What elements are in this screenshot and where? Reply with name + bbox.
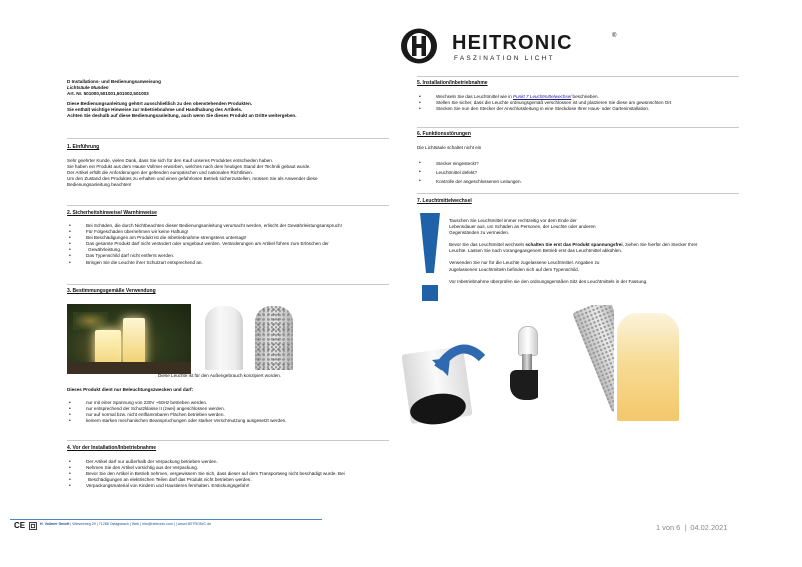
list-item: • nur auf normal bzw. nicht entflammbaren Flächen betrieben werden.	[67, 412, 389, 418]
paragraph-line: Tauschen Sie Leuchtmittel immer rechtzeitig vor dem Ende der	[449, 218, 577, 223]
brand-registered: ®	[612, 33, 617, 39]
list-item-text: Wechseln Sie das Leuchtmittel wie in	[436, 94, 512, 99]
list-item: • Leuchtmittel defekt?	[417, 168, 739, 177]
list-item: • Das Typenschild darf nicht entfernt werden.	[67, 253, 389, 259]
section-1-body	[67, 158, 389, 188]
white-lamp-photo	[203, 304, 246, 371]
list-item: • keinem starken mechanischen Beanspruchungen oder starker Verschmutzung ausgesetzt werden.	[67, 418, 389, 424]
footer-separator: |	[684, 523, 687, 532]
paragraph-text: , ziehen Sie hierfür den Stecker Ihrer	[622, 242, 698, 248]
doc-notice-2: Sie enthält wichtige Hinweise zur Inbetriebnahme und Handhabung des Artikels.	[67, 107, 243, 113]
footer-page-info	[656, 523, 727, 532]
stone-lamp-photo	[253, 304, 295, 371]
footer-company	[40, 522, 211, 526]
doc-article-number: Art. Nr. 501000,501001,501002,501003	[67, 91, 149, 97]
list-item: • Bevor Sie den Artikel in Betrieb nehmen, vergewissern Sie sich, dass dieser auf dem Transportweg nicht beschädigt wurde. Bei	[67, 471, 389, 477]
section-5-title: 5. Installation/Inbetriebnahme	[417, 80, 488, 86]
list-item: • Bringen Sie die Leuchte ihrer Schutzart entsprechend an.	[67, 260, 389, 266]
brand-logo	[399, 27, 619, 67]
footer-address: | Wiesenweg 29 | 71288 Ostagsbach | Web | info@heitronic.com | | www.HEITRONIC.de	[70, 522, 212, 526]
section-3-list	[67, 400, 389, 424]
list-item: • Bei Schäden, die durch Nichtbeachten dieser Bedienungsanleitung verursacht werden, erlischt der Gewährleistungsanspruch!	[67, 223, 389, 229]
heitronic-logo-icon	[399, 27, 441, 65]
photo-caption: Diese Leuchte ist für den Außengebrauch konzipiert worden.	[158, 373, 282, 378]
paragraph-line: Vor Inbetriebnahme überprüfen sie den ordnungsgemäßen Sitz des Leuchtmittels in der Fassung.	[449, 278, 648, 284]
list-item-continued: • Gewährleistung.	[67, 247, 389, 253]
lamp-base-rotate-photo	[400, 316, 496, 438]
section-7-title: 7. Leuchtmittelwechsel	[417, 198, 472, 204]
section-3-lead: Dieses Produkt dient nur Beleuchtungszwecken und darf:	[67, 387, 194, 392]
lit-lamp-photo	[614, 311, 683, 425]
warning-exclamation-icon	[419, 213, 441, 303]
intro-line: Bedienungsanleitung beachten!	[67, 182, 132, 188]
list-item: • Stellen Sie sicher, dass die Leuchte ordnungsgemäß verschlossen ist und platzieren Sie diese am gewünschten Ort	[417, 100, 747, 106]
section-6-lead: Die Lichtsäule schaltet nicht ein	[417, 145, 482, 150]
section-4-title: 4. Vor der Installation/Inbetriebnahme	[67, 445, 157, 451]
list-item: • Das gesamte Produkt darf nicht verändert oder umgebaut werden. Veränderungen am Artikel führen zum Erlöschen der	[67, 241, 389, 247]
section-7-body	[449, 218, 749, 285]
section-3-title: 3. Bestimmungsgemäße Verwendung	[67, 288, 156, 294]
section-2-title: 2. Sicherheitshinweise/ Warnhinweise	[67, 210, 157, 216]
paragraph-bold: schalten Sie erst das Produkt spannungsfrei	[525, 242, 623, 248]
ce-mark: CE	[14, 521, 26, 530]
paragraph-line: zugelassenen Leuchtmitteln befinden sich auf dem Typenschild.	[449, 266, 579, 272]
doc-title: D Installations- und Bedienungsanweisung	[67, 79, 161, 84]
intro-line: Der Artikel erfüllt die Anforderungen der geltenden europäischen und nationalen Richtlinien.	[67, 170, 253, 176]
list-item-text: beschrieben.	[572, 94, 599, 99]
brand-name: HEITRONIC	[452, 32, 573, 54]
list-item: • Verpackungsmaterial von Kindern und Haustieren fernhalten. Erstickungsgefahr!	[67, 483, 389, 489]
paragraph-text: Bevor Sie das Leuchtmittel wechseln	[449, 242, 525, 248]
intro-line: Sehr geehrter Kunde, vielen Dank, dass Sie sich für den Kauf unseres Produktes entschieden haben.	[67, 158, 274, 163]
doc-notice-3: Achten Sie deshalb auf diese Bedienungsanleitung, auch wenn Sie dieses Produkt an Dritte weitergeben.	[67, 113, 297, 119]
list-item: • Kontrolle der angeschlossenen Leitungen.	[417, 177, 739, 186]
intro-line: Sie haben ein Produkt aus dem Hause Vollmer erworben, welches nach dem heutigen Stand der Technik gebaut wurde.	[67, 164, 311, 170]
intro-line: Um den Zustand des Produktes zu erhalten und einen gefahrlosen Betrieb sicherzustellen, müssen Sie als Anwender diese	[67, 176, 318, 182]
rotate-arrow-icon	[430, 328, 490, 378]
left-column	[67, 79, 387, 120]
list-item: • Für Folgeschäden übernehmen wir keine Haftung!	[67, 229, 389, 235]
list-item-continued: • Beschädigungen an elektrischen Teilen darf das Produkt nicht betrieben werden.	[67, 477, 389, 483]
list-item: • Stecker eingesteckt?	[417, 159, 739, 168]
section-6-list	[417, 159, 739, 186]
footer-company-name: H. Vollmer GmbH	[40, 522, 70, 526]
brand-tagline: FASZINATION LICHT	[454, 55, 555, 62]
list-item: • Nehmen Sie den Artikel vorsichtig aus der Verpackung.	[67, 465, 389, 471]
list-item: • nur entsprechend der Schutzklasse II (zwei) angeschlossen werden.	[67, 406, 389, 412]
section-2-list	[67, 223, 389, 266]
list-item: • Der Artikel darf nur außerhalb der Verpackung betrieben werden.	[67, 459, 389, 465]
doc-notice-1: Diese Bedienungsanleitung gehört ausschließlich zu den obenstehenden Produkten.	[67, 101, 253, 107]
paragraph-line: Lebensdauer aus, um Schäden an Personen, der Leuchte oder anderen	[449, 224, 596, 230]
doc-product: Lichtsäule Munden	[67, 85, 109, 91]
footer-rule	[10, 519, 322, 520]
list-item: • nur mit einer Spannung von 230V ~50Hz betrieben werden.	[67, 400, 389, 406]
section-1-title: 1. Einführung	[67, 144, 100, 150]
section-4-list	[67, 459, 389, 489]
garden-lamp-photo	[67, 304, 191, 374]
section-7-link[interactable]: Punkt 7 Leuchtmittelwechsel	[513, 94, 572, 99]
list-item: • Stecken Sie nun den Stecker der Anschlussleitung in eine Steckdose Ihrer Haus- oder Garteninstallation.	[417, 106, 747, 112]
list-item: • Bei Beschädigungen am Produkt ist die Inbetriebnahme strengstens untersagt!	[67, 235, 389, 241]
paragraph-line: Verwenden Sie nur für die Leuchte zugelassene Leuchtmittel. Angaben zu	[449, 260, 600, 266]
document-date: 04.02.2021	[690, 523, 728, 532]
page-number: 1 von 6	[656, 523, 681, 532]
double-insulation-icon	[29, 522, 37, 530]
paragraph-line: Leuchte. Lassen Sie nach vorangegangenem Betrieb erst das Leuchtmittel abkühlen.	[449, 248, 623, 254]
section-5-list	[417, 94, 747, 112]
stone-shade-photo	[538, 305, 620, 423]
section-6-title: 6. Funktionsstörungen	[417, 131, 471, 137]
paragraph-line: Gegenständen zu vermeiden.	[449, 230, 510, 236]
